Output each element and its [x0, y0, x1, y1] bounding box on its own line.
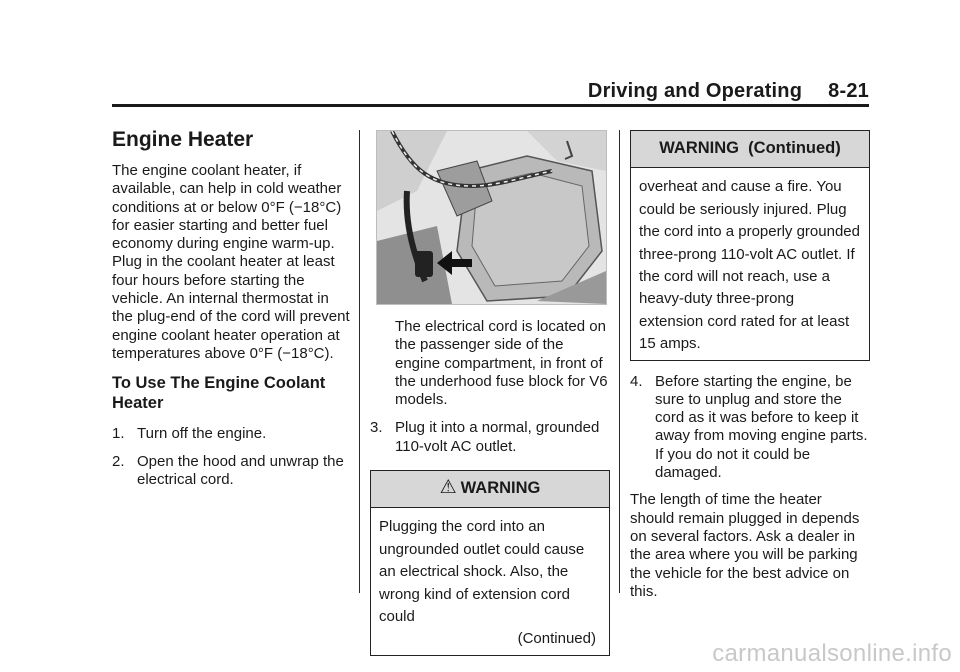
step-number: 2.	[112, 452, 125, 470]
warning-box-continued	[630, 130, 870, 361]
column-3	[630, 130, 870, 601]
header-rule	[112, 104, 869, 107]
warning-body	[631, 168, 869, 359]
step-text: Before starting the engine, be sure to unplug and store the cord as it was before to keep it away from moving engine parts. If you do not it could be damaged.	[655, 372, 868, 482]
column-1	[112, 128, 352, 498]
warning-title: WARNING	[460, 479, 541, 498]
warning-header	[371, 471, 609, 508]
watermark: carmanualsonline.info	[712, 640, 952, 667]
section-title: Driving and Operating	[587, 80, 803, 102]
step-text: Open the hood and unwrap the electrical cord.	[137, 452, 344, 488]
continued-label: (Continued)	[517, 630, 596, 648]
warning-icon: ⚠	[439, 477, 457, 499]
step-item	[630, 373, 870, 483]
step-text: Plug it into a normal, grounded 110-volt AC outlet.	[395, 419, 600, 455]
engine-compartment-photo	[376, 130, 607, 305]
warning-body	[371, 508, 609, 654]
column-divider	[359, 130, 360, 593]
warning-text: overheat and cause a fire. You could be seriously injured. Plug the cord into a properly grounded three-prong 110-volt AC outlet. If the cord will not reach, use a heavy-duty three-prong extension cord rated for at least 15 amps.	[639, 178, 860, 353]
section-heading: Engine Heater	[112, 128, 254, 151]
step-item	[112, 453, 352, 490]
column-divider	[619, 130, 620, 593]
subsection-heading: To Use The Engine Coolant Heater	[112, 374, 326, 413]
warning-header: WARNING (Continued)	[631, 131, 869, 168]
step-number: 3.	[370, 419, 383, 437]
closing-paragraph: The length of time the heater should remain plugged in depends on several factors. Ask a dealer in the area where you will be parking the vehicle for the best advice on this.	[630, 491, 860, 600]
step-item	[370, 419, 610, 456]
step-2-continuation: The electrical cord is located on the passenger side of the engine compartment, in front of the underhood fuse block for V6 models.	[395, 318, 608, 409]
step-item	[112, 425, 352, 443]
page-header	[112, 80, 869, 103]
step-text: Turn off the engine.	[137, 425, 267, 443]
intro-paragraph: The engine coolant heater, if available, can help in cold weather conditions at or below 0°F (−18°C) for easier starting and better fuel economy during engine warm-up. Plug in the coolant heater at least four hours before starting the vehicle. An internal thermostat in the plug-end of the cord will prevent engine coolant heater operation at temperatures above 0°F (−18°C).	[112, 162, 350, 362]
warning-text: Plugging the cord into an ungrounded outlet could cause an electrical shock. Also, the wrong kind of extension cord could	[379, 518, 585, 625]
engine-illustration	[377, 131, 606, 304]
page-number: 8-21	[828, 80, 869, 102]
warning-box	[370, 470, 610, 656]
step-number: 4.	[630, 372, 643, 390]
column-2	[370, 130, 610, 668]
step-number: 1.	[112, 425, 125, 443]
